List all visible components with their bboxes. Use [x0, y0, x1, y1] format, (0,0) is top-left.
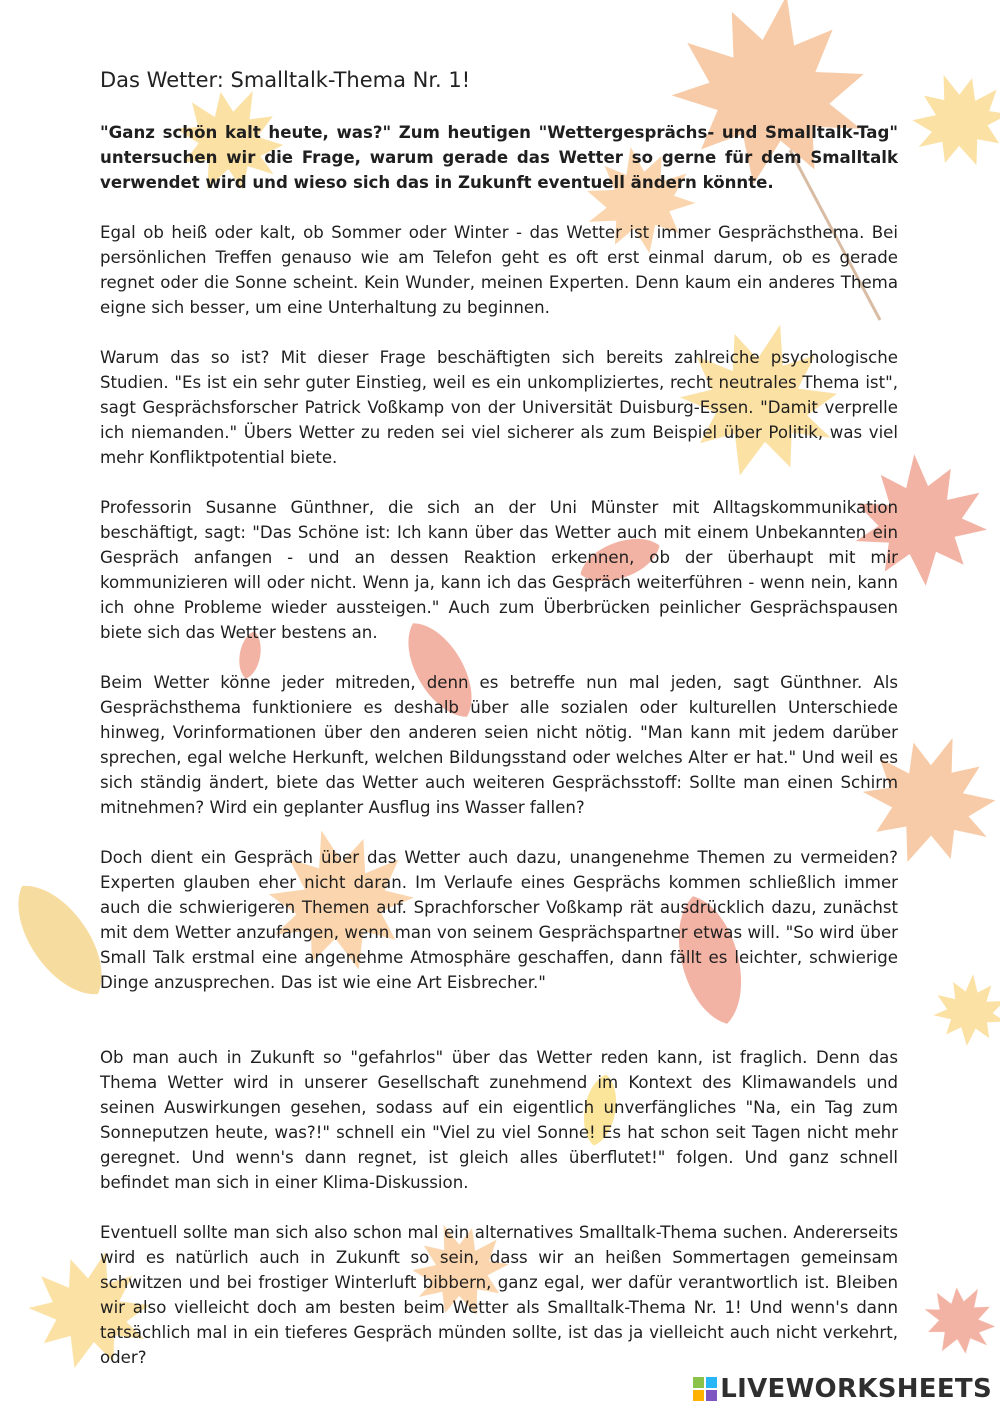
- article-paragraph: Eventuell sollte man sich also schon mal ein alternatives Smalltalk-Thema suchen. Andererseits wird es natürlich auch in Zukunft so sein, dass wir an heißen Sommertagen gemeinsam schwitzen und bei frostiger Winterluft bibbern, ganz egal, wer dafür verantwortlich ist. Bleiben wir also vielleicht doch am besten beim Wetter als Smalltalk-Thema Nr. 1! Und wenn's dann tatsächlich mal in ein tieferes Gespräch münden sollte, ist das ja vielleicht auch nicht verkehrt, oder?: [100, 1223, 898, 1367]
- article-title: Das Wetter: Smalltalk-Thema Nr. 1!: [100, 68, 471, 92]
- article-paragraph: Professorin Susanne Günthner, die sich an der Uni Münster mit Alltagskommunikation beschäftigt, sagt: "Das Schöne ist: Ich kann über das Wetter auch mit einem Unbekannten ein Gespräch anfangen - und an dessen Reaktion erkennen, ob der überhaupt mit mir kommunizieren will oder nicht. Wenn ja, kann ich das Gespräch weiterführen - wenn nein, kann ich ohne Probleme wieder aussteigen." Auch zum Überbrücken peinlicher Gesprächspausen biete sich das Wetter bestens an.: [100, 498, 898, 642]
- brand-wordmark: LIVEWORKSHEETS: [720, 1374, 992, 1404]
- article-paragraph: Ob man auch in Zukunft so "gefahrlos" über das Wetter reden kann, ist fraglich. Denn das Thema Wetter wird in unserer Gesellschaft zunehmend im Kontext des Klimawandels und seinen Auswirkungen gesehen, sodass auf ein eigentlich unverfängliches "Na, ein Tag zum Sonneputzen heute, was?!" schnell ein "Viel zu viel Sonne! Es hat schon seit Tagen nicht mehr geregnet. Und wenn's dann regnet, ist gleich alles überflutet!" folgen. Und ganz schnell befindet man sich in einer Klima-Diskussion.: [100, 1048, 898, 1192]
- maple-leaf-icon: [931, 971, 1000, 1049]
- liveworksheets-brand[interactable]: [693, 1374, 992, 1404]
- article-lead-paragraph: "Ganz schön kalt heute, was?" Zum heutigen "Wettergesprächs- und Smalltalk-Tag" untersuchen wir die Frage, warum gerade das Wetter so gerne für dem Smalltalk verwendet wird und wieso sich das in Zukunft eventuell ändern könnte.: [100, 123, 898, 192]
- liveworksheets-logo-icon: [693, 1377, 717, 1401]
- article-paragraph: Egal ob heiß oder kalt, ob Sommer oder Winter - das Wetter ist immer Gesprächsthema. Bei persönlichen Treffen genauso wie am Telefon geht es oft erst einmal darum, ob es gerade regnet oder die Sonne scheint. Kein Wunder, meinen Experten. Denn kaum ein anderes Thema eigne sich besser, um eine Unterhaltung zu beginnen.: [100, 223, 898, 317]
- maple-leaf-icon: [911, 1271, 1000, 1369]
- article-paragraph: Warum das so ist? Mit dieser Frage beschäftigten sich bereits zahlreiche psychologische Studien. "Es ist ein sehr guter Einstieg, weil es ein unkompliziertes, recht neutrales Thema ist", sagt Gesprächsforscher Patrick Voßkamp von der Universität Duisburg-Essen. "Damit verprelle ich niemanden." Übers Wetter zu reden sei viel sicherer als zum Beispiel über Politik, was viel mehr Konfliktpotential biete.: [100, 348, 898, 467]
- maple-leaf-icon: [898, 58, 1000, 181]
- article-paragraph: Beim Wetter könne jeder mitreden, denn es betreffe nun mal jeden, sagt Günthner. Als Gesprächsthema funktioniere es deshalb über alle sozialen oder kulturellen Unterschiede hinweg, Vorinformationen über den anderen seien nicht nötig. "Man kann mit jedem darüber sprechen, egal welche Herkunft, welchen Bildungsstand oder welches Alter er hat." Und weil es sich ständig ändert, biete das Wetter auch weiteren Gesprächsstoff: Sollte man einen Schirm mitnehmen? Wird ein geplanter Ausflug ins Wasser fallen?: [100, 673, 898, 817]
- article-paragraph: Doch dient ein Gespräch über das Wetter auch dazu, unangenehme Themen zu vermeiden? Experten glauben eher nicht daran. Im Verlaufe eines Gesprächs kommen schließlich immer auch die schwierigeren Themen auf. Sprachforscher Voßkamp rät ausdrücklich dazu, zunächst mit dem Wetter anzufangen, wenn man von seinem Gesprächspartner etwas will. "So wird über Small Talk erstmal eine angenehme Atmosphäre geschaffen, dann fällt es leichter, schwierige Dinge anzusprechen. Das ist wie eine Art Eisbrecher.": [100, 848, 898, 992]
